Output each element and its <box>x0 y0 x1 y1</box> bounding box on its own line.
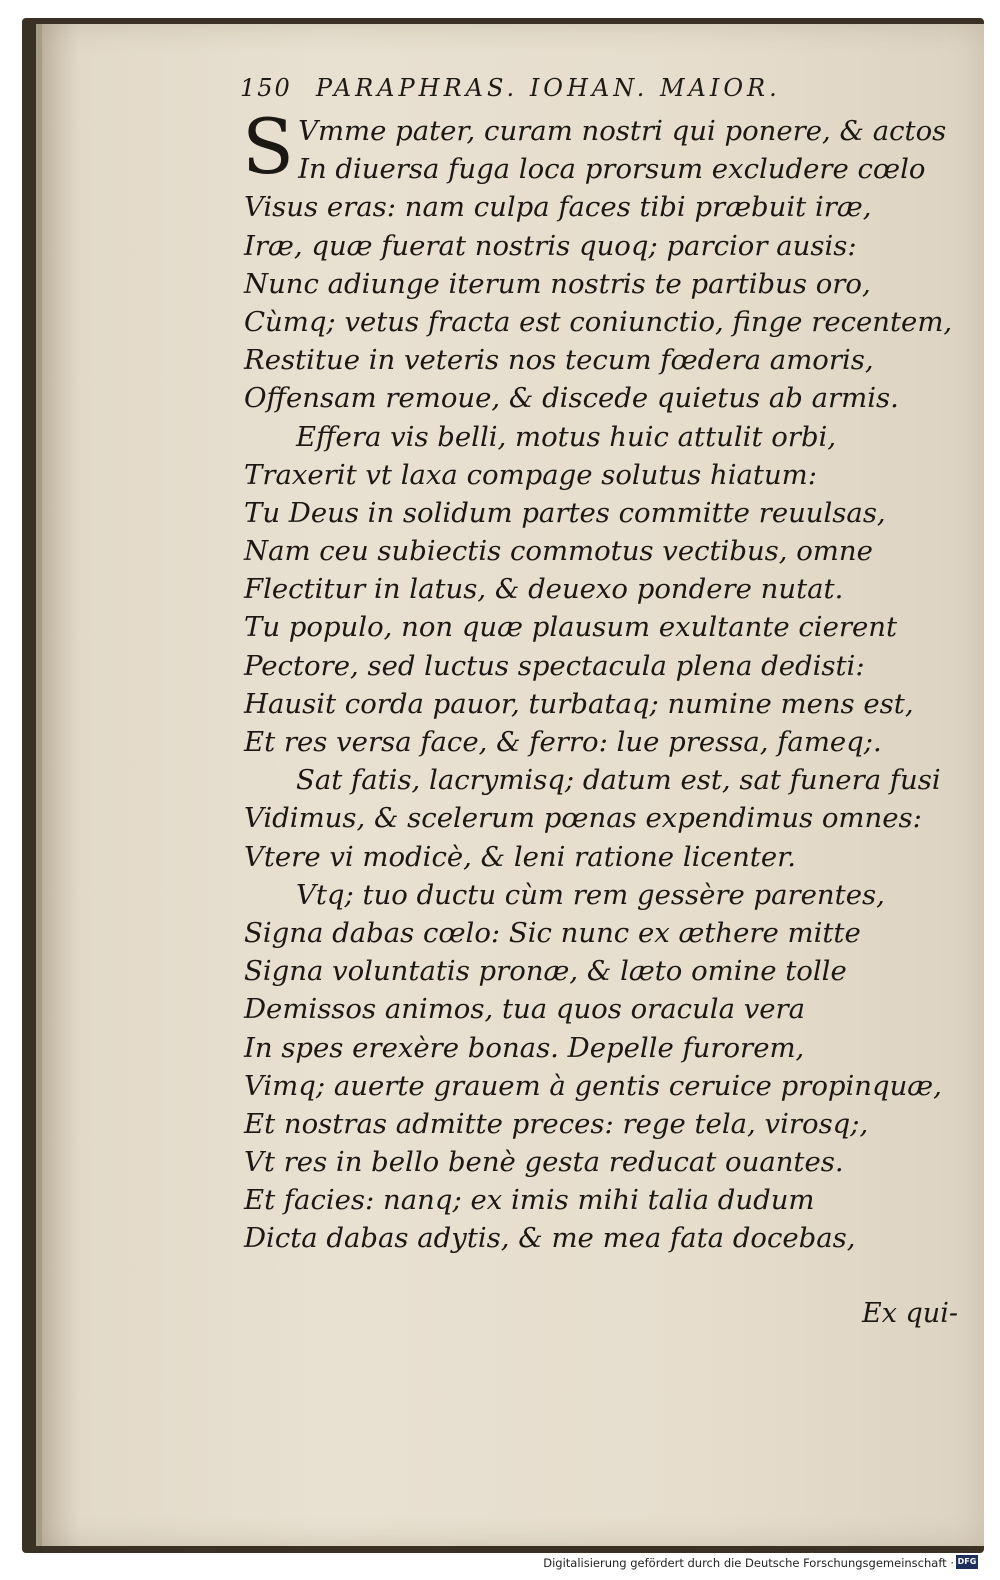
verse-line: Et nostras admitte preces: rege tela, virosq;, <box>244 1107 869 1140</box>
verse-line: Et res versa face, & ferro: lue pressa, fameq;. <box>244 726 882 758</box>
verse-line: Dicta dabas adytis, & me mea fata docebas, <box>244 1222 856 1255</box>
verse-line: Vt res in bello benè gesta reducat ouantes. <box>244 1146 844 1179</box>
drop-cap: S <box>242 102 295 191</box>
verse-line: Visus eras: nam culpa faces tibi præbuit iræ, <box>244 191 872 224</box>
verse-line: Cùmq; vetus fracta est coniunctio, finge recentem, <box>244 305 953 338</box>
verse-line: Et facies: nanq; ex imis mihi talia dudum <box>244 1184 815 1217</box>
digitization-credit: Digitalisierung gefördert durch die Deutsche Forschungsgemeinschaft · <box>543 1556 954 1570</box>
verse-line: Hausit corda pauor, turbataq; numine mens est, <box>244 687 914 720</box>
verse-line: Nunc adiunge iterum nostris te partibus oro, <box>244 267 871 300</box>
verse-line: S Vmme pater, curam nostri qui ponere, & actos <box>242 102 947 191</box>
verse-line: Iræ, quæ fuerat nostris quoq; parcior ausis: <box>244 229 857 262</box>
running-head <box>240 74 900 102</box>
verse-line: Vtere vi modicè, & leni ratione licenter. <box>244 840 796 873</box>
verse-line: Vtq; tuo ductu cùm rem gessère parentes, <box>296 878 885 911</box>
verse-line: Sat fatis, lacrymisq; datum est, sat funera fusi <box>296 764 941 797</box>
catchword: Ex qui- <box>862 1298 958 1329</box>
verse-line: Flectitur in latus, & deuexo pondere nutat. <box>244 573 844 606</box>
verse-line: In spes erexère bonas. Depelle furorem, <box>244 1031 805 1064</box>
verse-line: Traxerit vt laxa compage solutus hiatum: <box>244 458 818 491</box>
verse-line: Effera vis belli, motus huic attulit orbi, <box>296 420 837 453</box>
verse-line: Nam ceu subiectis commotus vectibus, omne <box>244 535 873 568</box>
verse-line: Demissos animos, tua quos oracula vera <box>244 993 806 1026</box>
verse-line: Signa dabas cœlo: Sic nunc ex æthere mitte <box>244 916 861 949</box>
verse-line: Restitue in veteris nos tecum fœdera amoris, <box>244 344 874 377</box>
verse-line: In diuersa fuga loca prorsum excludere cœlo <box>298 153 926 186</box>
verse-line: Vimq; auerte grauem à gentis ceruice propinquæ, <box>244 1069 942 1102</box>
verse-line: Offensam remoue, & discede quietus ab armis. <box>244 382 899 415</box>
verse-line: Tu Deus in solidum partes committe reuulsas, <box>244 496 886 529</box>
verse-line: Pectore, sed luctus spectacula plena dedisti: <box>244 649 865 682</box>
running-head-title: PARAPHRAS. IOHAN. MAIOR. <box>315 74 781 102</box>
verse-line: Tu populo, non quæ plausum exultante cierent <box>244 611 898 644</box>
verse-line: Vidimus, & scelerum pœnas expendimus omnes: <box>244 802 922 835</box>
verse-line: Signa voluntatis pronæ, & læto omine tolle <box>244 955 847 988</box>
dfg-logo: DFG <box>956 1555 978 1569</box>
page-number: 150 <box>240 74 292 102</box>
poem-text-block <box>242 102 953 1258</box>
